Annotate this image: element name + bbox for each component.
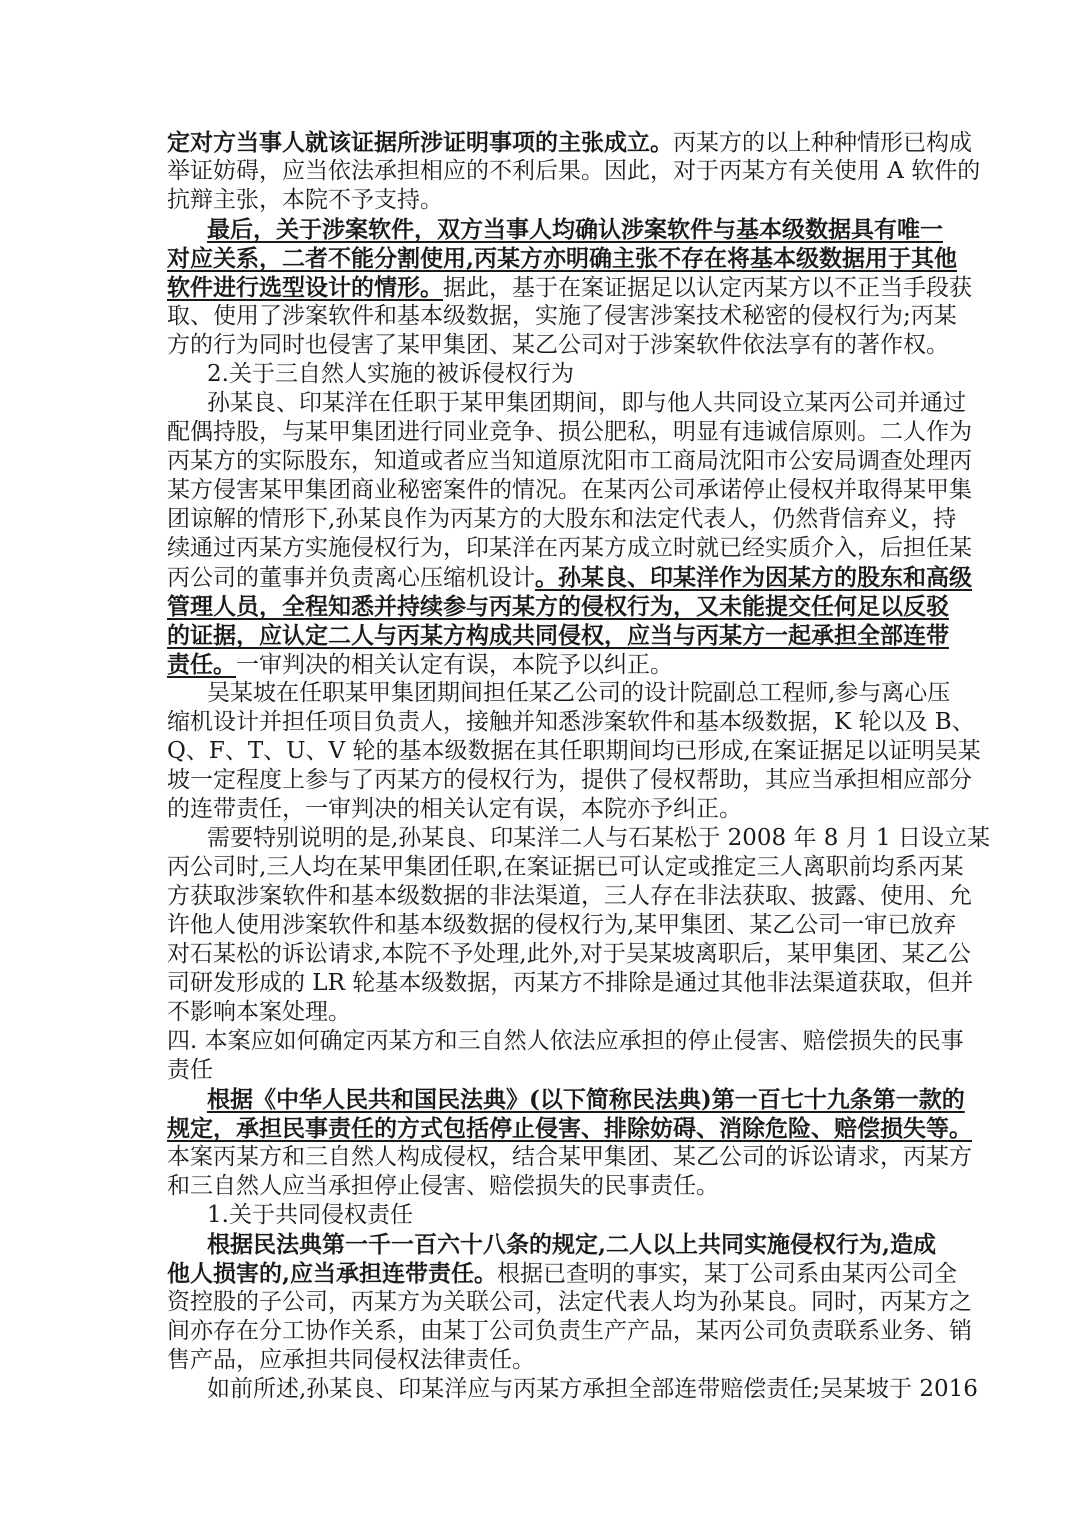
text-line [167,418,972,447]
body-text: 许他人使用涉案软件和基本级数据的侵权行为,某甲集团、某乙公司一审已放弃 [167,912,957,938]
text-line [167,1114,972,1143]
body-text: 司研发形成的 LR 轮基本级数据，丙某方不排除是通过其他非法渠道获取，但并 [167,970,974,996]
text-line [167,853,964,882]
paragraph [167,389,972,679]
emphasized-underlined-text: 的证据，应认定二人与丙某方构成共同侵权，应当与丙某方一起承担全部连带 [167,622,949,649]
body-text: 丙公司的董事并负责离心压缩机设计 [167,565,535,591]
body-text: 续通过丙某方实施侵权行为，印某洋在丙某方成立时就已经实质介入，后担任某 [167,535,972,561]
body-text: 如前所述,孙某良、印某洋应与丙某方承担全部连带赔偿责任;吴某坡于 2016 [207,1376,978,1402]
body-text: 丙某方的实际股东，知道或者应当知道原沈阳市工商局沈阳市公安局调查处理丙 [167,448,972,474]
emphasized-underlined-text: 最后，关于涉案软件，双方当事人均确认涉案软件与基本级数据具有唯一 [207,216,943,243]
text-line [167,1143,972,1172]
body-text: 方的行为同时也侵害了某甲集团、某乙公司对于涉案软件依法享有的著作权。 [167,332,949,358]
text-line [167,157,981,186]
body-text: 某方侵害某甲集团商业秘密案件的情况。在某丙公司承诺停止侵权并取得某甲集 [167,477,972,503]
paragraph [167,215,972,360]
emphasized-underlined-text: 规定，承担民事责任的方式包括停止侵害、排除妨碍、消除危险、赔偿损失等。 [167,1115,972,1142]
body-text: 不影响本案处理。 [167,999,351,1025]
text-line [167,824,990,853]
paragraph [167,128,981,215]
body-text: 丙公司时,三人均在某甲集团任职,在案证据已可认定或推定三人离职前均系丙某 [167,854,964,880]
body-text: 取、使用了涉案软件和基本级数据，实施了侵害涉案技术秘密的侵权行为;丙某 [167,303,957,329]
body-text: 抗辩主张，本院不予支持。 [167,187,443,213]
paragraph [167,1375,978,1404]
text-line [167,563,972,592]
paragraph [167,679,981,824]
text-line [167,708,975,737]
body-text: 一审判决的相关认定有误，本院予以纠正。 [236,652,673,678]
text-line [167,186,917,215]
text-line [167,476,972,505]
text-line [167,1259,958,1288]
body-text: 2.关于三自然人实施的被诉侵权行为 [207,361,574,387]
text-line [167,679,951,708]
emphasized-underlined-text: 。孙某良、印某洋作为因某方的股东和高级 [535,564,972,591]
body-text: 间亦存在分工协作关系，由某丁公司负责生产产品，某丙公司负责联系业务、销 [167,1318,972,1344]
text-line [167,998,917,1027]
text-line [167,911,957,940]
body-text: 团谅解的情形下,孙某良作为丙某方的大股东和法定代表人，仍然背信弃义，持 [167,506,957,532]
text-line [167,1317,972,1346]
text-line [167,1288,972,1317]
body-text: 责任 [167,1057,213,1083]
text-line [167,215,943,244]
text-line [167,1346,917,1375]
bold-text: 他人损害的,应当承担连带责任。 [167,1260,498,1287]
body-text: Q、F、T、U、V 轮的基本级数据在其任职期间均已形成,在案证据足以证明吴某 [167,738,981,764]
emphasized-underlined-text: 根据《中华人民共和国民法典》(以下简称民法典)第一百七十九条第一款的 [207,1086,965,1113]
body-text: 对石某松的诉讼请求,本院不予处理,此外,对于吴某坡离职后，某甲集团、某乙公 [167,941,971,967]
text-line [167,302,957,331]
text-line [167,592,949,621]
text-line [167,1056,917,1085]
bold-text: 定对方当事人就该证据所涉证明事项的主张成立。 [167,129,673,156]
body-text: 吴某坡在任职某甲集团期间担任某乙公司的设计院副总工程师,参与离心压 [207,680,951,706]
body-text: 丙某方的以上种种情形已构成 [673,130,972,156]
body-text: 售产品，应承担共同侵权法律责任。 [167,1347,535,1373]
text-line [167,534,972,563]
body-text: 和三自然人应当承担停止侵害、赔偿损失的民事责任。 [167,1173,719,1199]
body-text: 举证妨碍，应当依法承担相应的不利后果。因此，对于丙某方有关使用 A 软件的 [167,158,981,184]
text-line [167,1201,917,1230]
text-line [167,360,917,389]
body-text: 孙某良、印某洋在任职于某甲集团期间，即与他人共同设立某丙公司并通过 [207,390,966,416]
text-line [167,1085,965,1114]
body-text: 缩机设计并担任项目负责人，接触并知悉涉案软件和基本级数据，K 轮以及 B、 [167,709,975,735]
body-text: 配偶持股，与某甲集团进行同业竞争、损公肥私，明显有违诚信原则。二人作为 [167,419,972,445]
text-line [167,331,949,360]
emphasized-underlined-text: 软件进行选型设计的情形。 [167,274,443,301]
body-text: 四. 本案应如何确定丙某方和三自然人依法应承担的停止侵害、赔偿损失的民事 [167,1028,964,1054]
body-text: 根据已查明的事实，某丁公司系由某丙公司全 [497,1261,958,1287]
emphasized-underlined-text: 管理人员，全程知悉并持续参与丙某方的侵权行为，又未能提交任何足以反驳 [167,593,949,620]
body-text: 本案丙某方和三自然人构成侵权，结合某甲集团、某乙公司的诉讼请求，丙某方 [167,1144,972,1170]
paragraph [167,824,990,1027]
text-line [167,1230,937,1259]
text-line [167,795,917,824]
body-text: 的连带责任，一审判决的相关认定有误，本院亦予纠正。 [167,796,742,822]
paragraph [167,1027,964,1085]
paragraph [167,1085,972,1201]
document-page-body [167,128,990,1404]
text-line [167,273,972,302]
text-line [167,650,917,679]
emphasized-underlined-text: 责任。 [167,651,236,678]
text-line [167,621,949,650]
paragraph [167,360,917,389]
text-line [167,940,971,969]
body-text: 资控股的子公司，丙某方为关联公司，法定代表人均为孙某良。同时，丙某方之 [167,1289,972,1315]
text-line [167,1027,964,1056]
text-line [167,244,958,273]
text-line [167,447,972,476]
text-line [167,1172,917,1201]
body-text: 据此，基于在案证据足以认定丙某方以不正当手段获 [443,275,972,301]
text-line [167,1375,978,1404]
paragraph [167,1230,972,1375]
text-line [167,737,981,766]
body-text: 1.关于共同侵权责任 [207,1202,413,1228]
body-text: 坡一定程度上参与了丙某方的侵权行为，提供了侵权帮助，其应当承担相应部分 [167,767,972,793]
body-text: 方获取涉案软件和基本级数据的非法渠道，三人存在非法获取、披露、使用、允 [167,883,972,909]
text-line [167,882,972,911]
text-line [167,128,972,157]
body-text: 需要特别说明的是,孙某良、印某洋二人与石某松于 2008 年 8 月 1 日设立某 [207,825,990,851]
bold-text: 根据民法典第一千一百六十八条的规定,二人以上共同实施侵权行为,造成 [207,1231,937,1258]
paragraph [167,1201,917,1230]
emphasized-underlined-text: 对应关系，二者不能分割使用,丙某方亦明确主张不存在将基本级数据用于其他 [167,245,958,272]
text-line [167,969,974,998]
text-line [167,389,966,418]
text-line [167,766,972,795]
text-line [167,505,957,534]
